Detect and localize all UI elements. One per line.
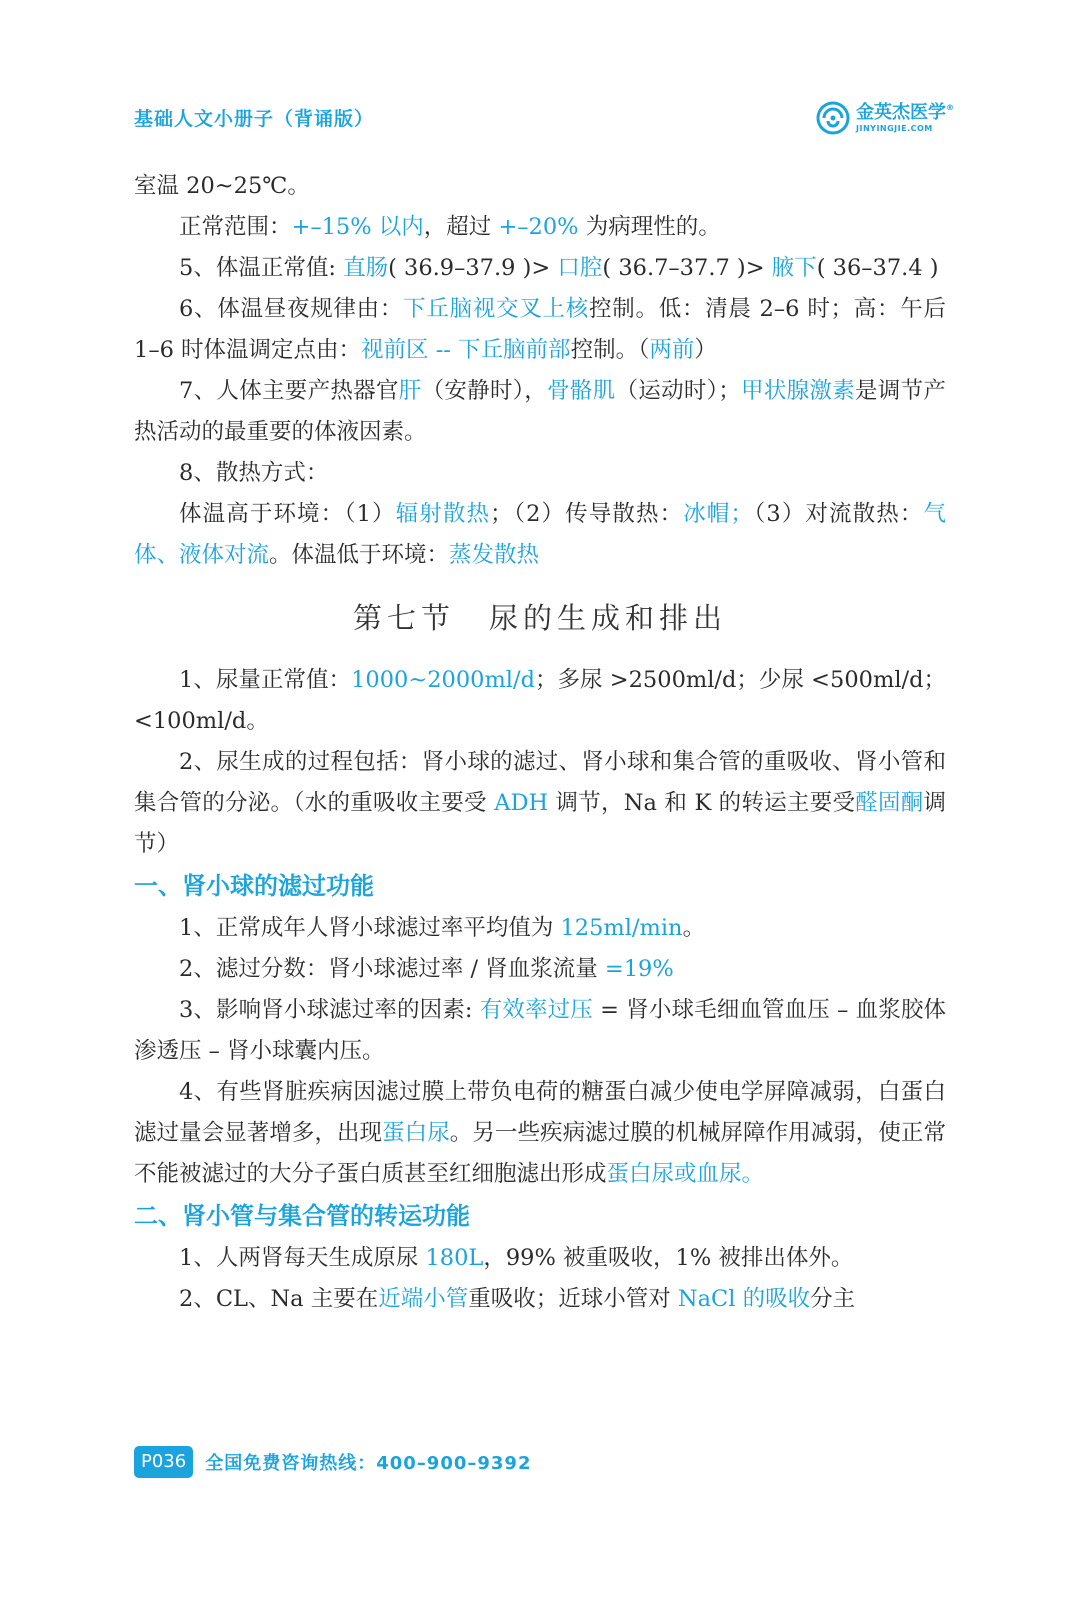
logo-registered-mark: ®: [946, 102, 954, 112]
paragraph-urine-volume: 1、尿量正常值：1000~2000ml/d；多尿 >2500ml/d；少尿 <500ml/d；<100ml/d。: [134, 667, 946, 734]
paragraph-heat-dissipation-title: 8、散热方式：: [179, 460, 329, 486]
paragraph-heat-production: 7、人体主要产热器官肝（安静时），骨骼肌（运动时）；甲状腺激素是调节产热活动的最重要的体液因素。: [134, 378, 946, 445]
paragraph-gfr-factors: 3、影响肾小球滤过率的因素: 有效率过压 = 肾小球毛细血管血压 – 血浆胶体渗透压 – 肾小球囊内压。: [134, 997, 946, 1064]
page-content: [134, 166, 946, 1320]
paragraph-circadian: 6、体温昼夜规律由：下丘脑视交叉上核控制。低：清晨 2–6 时；高：午后 1–6 时体温调定点由：视前区 -- 下丘脑前部控制。（两前）: [134, 296, 946, 363]
page-header: [134, 101, 954, 144]
sub-heading-tubular-transport: 二、肾小管与集合管的转运功能: [134, 1202, 470, 1230]
hotline-text: 全国免费咨询热线：400–900–9392: [205, 1453, 532, 1474]
paragraph-nacl-reabsorption: 2、CL、Na 主要在近端小管重吸收；近球小管对 NaCl 的吸收分主: [179, 1286, 856, 1312]
paragraph-normal-range: 正常范围：+–15% 以内，超过 +–20% 为病理性的。: [179, 214, 721, 240]
logo-domain: JINYINGJIE.COM: [856, 123, 933, 133]
paragraph-proteinuria: 4、有些肾脏疾病因滤过膜上带负电荷的糖蛋白减少使电学屏障减弱，白蛋白滤过量会显著增多，出现蛋白尿。另一些疾病滤过膜的机械屏障作用减弱，使正常不能被滤过的大分子蛋白质甚至红细胞滤出形成蛋白尿或血尿。: [134, 1079, 946, 1187]
page-footer: [134, 1446, 531, 1478]
paragraph-urine-formation: 2、尿生成的过程包括：肾小球的滤过、肾小球和集合管的重吸收、肾小管和集合管的分泌。（水的重吸收主要受 ADH 调节，Na 和 K 的转运主要受醛固酮调节）: [134, 749, 946, 857]
logo-chinese-name: 金英杰医学: [856, 101, 946, 123]
page-number-badge: P036: [134, 1446, 193, 1478]
section-title: 第七节 尿的生成和排出: [352, 601, 728, 635]
header-title: 基础人文小册子（背诵版）: [134, 108, 375, 130]
paragraph-filtration-fraction: 2、滤过分数：肾小球滤过率 / 肾血浆流量 =19%: [179, 956, 674, 982]
logo-swirl-icon: [816, 101, 850, 135]
paragraph-primary-urine: 1、人两肾每天生成原尿 180L，99% 被重吸收，1% 被排出体外。: [179, 1245, 854, 1271]
paragraph-body-temp-normal: 5、体温正常值: 直肠( 36.9–37.9 )> 口腔( 36.7–37.7 )> 腋下( 36–37.4 ): [179, 255, 939, 281]
paragraph-room-temp: 室温 20~25℃。: [134, 173, 310, 199]
brand-logo: [816, 98, 954, 138]
paragraph-heat-dissipation: 体温高于环境：（1）辐射散热；（2）传导散热：冰帽；（3）对流散热：气体、液体对流。体温低于环境：蒸发散热: [134, 501, 946, 568]
sub-heading-glomerular-filtration: 一、肾小球的滤过功能: [134, 872, 374, 900]
paragraph-gfr: 1、正常成年人肾小球滤过率平均值为 125ml/min。: [179, 915, 706, 941]
